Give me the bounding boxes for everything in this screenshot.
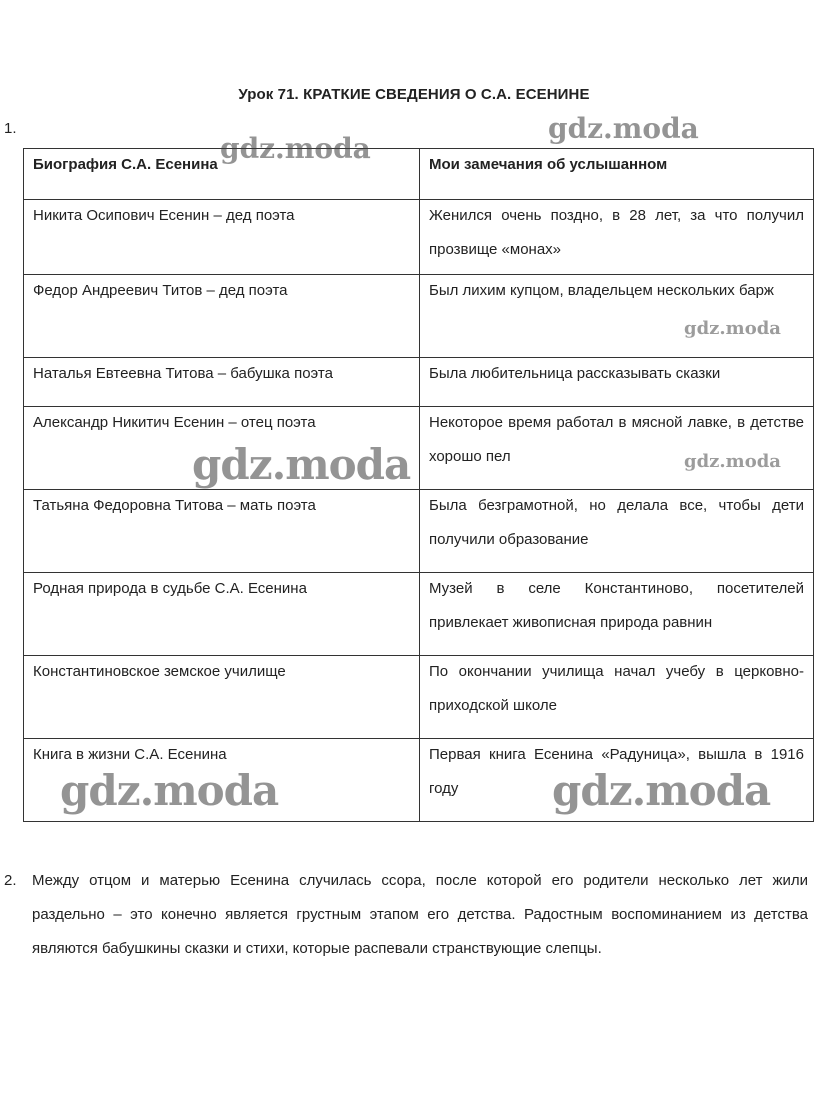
watermark: gdz.moda: [684, 318, 781, 339]
watermark: gdz.moda: [60, 766, 279, 815]
lesson-title: Урок 71. КРАТКИЕ СВЕДЕНИЯ О С.А. ЕСЕНИНЕ: [238, 86, 590, 103]
table-row: [24, 739, 814, 822]
row-topic: Федор Андреевич Титов – дед поэта: [24, 275, 420, 358]
row-remark: Женился очень поздно, в 28 лет, за что получил прозвище «монах»: [420, 200, 814, 275]
watermark: gdz.moda: [548, 112, 699, 145]
header-remarks: Мои замечания об услышанном: [420, 149, 814, 200]
row-topic: Никита Осипович Есенин – дед поэта: [24, 200, 420, 275]
row-remark: По окончании училища начал учебу в церковно-приходской школе: [420, 656, 814, 739]
table-row: [24, 200, 814, 275]
section-2-text: Между отцом и матерью Есенина случилась ссора, после которой его родители несколько лет жили раздельно – это конечно является грустным этапом его детства. Радостным воспоминанием из детства являются бабушкины сказки и стихи, которые распевали странствующие слепцы.: [32, 872, 808, 957]
table-header-row: [24, 149, 814, 200]
row-remark: Была безграмотной, но делала все, чтобы дети получили образование: [420, 490, 814, 573]
table-row: [24, 573, 814, 656]
row-topic: Книга в жизни С.А. Есенина: [24, 739, 420, 822]
section-2-number: 2.: [4, 872, 17, 889]
row-remark: Была любительница рассказывать сказки: [420, 358, 814, 407]
row-remark: Некоторое время работал в мясной лавке, в детстве хорошо пел: [420, 407, 814, 490]
row-topic: Родная природа в судьбе С.А. Есенина: [24, 573, 420, 656]
watermark: gdz.moda: [220, 132, 371, 165]
row-topic: Константиновское земское училище: [24, 656, 420, 739]
row-remark: Музей в селе Константиново, посетителей привлекает живописная природа равнин: [420, 573, 814, 656]
row-topic: Татьяна Федоровна Титова – мать поэта: [24, 490, 420, 573]
biography-table: [23, 148, 814, 822]
row-topic: Александр Никитич Есенин – отец поэта: [24, 407, 420, 490]
row-remark: Был лихим купцом, владельцем нескольких барж: [420, 275, 814, 358]
table-row: [24, 490, 814, 573]
header-biography: Биография С.А. Есенина: [24, 149, 420, 200]
table-row: [24, 656, 814, 739]
table-row: [24, 358, 814, 407]
table-row: [24, 275, 814, 358]
watermark: gdz.moda: [552, 766, 771, 815]
section-1-number: 1.: [4, 120, 17, 137]
watermark: gdz.moda: [192, 440, 411, 489]
row-remark: Первая книга Есенина «Радуница», вышла в 1916 году: [420, 739, 814, 822]
table-row: [24, 407, 814, 490]
watermark: gdz.moda: [684, 451, 781, 472]
row-topic: Наталья Евтеевна Титова – бабушка поэта: [24, 358, 420, 407]
